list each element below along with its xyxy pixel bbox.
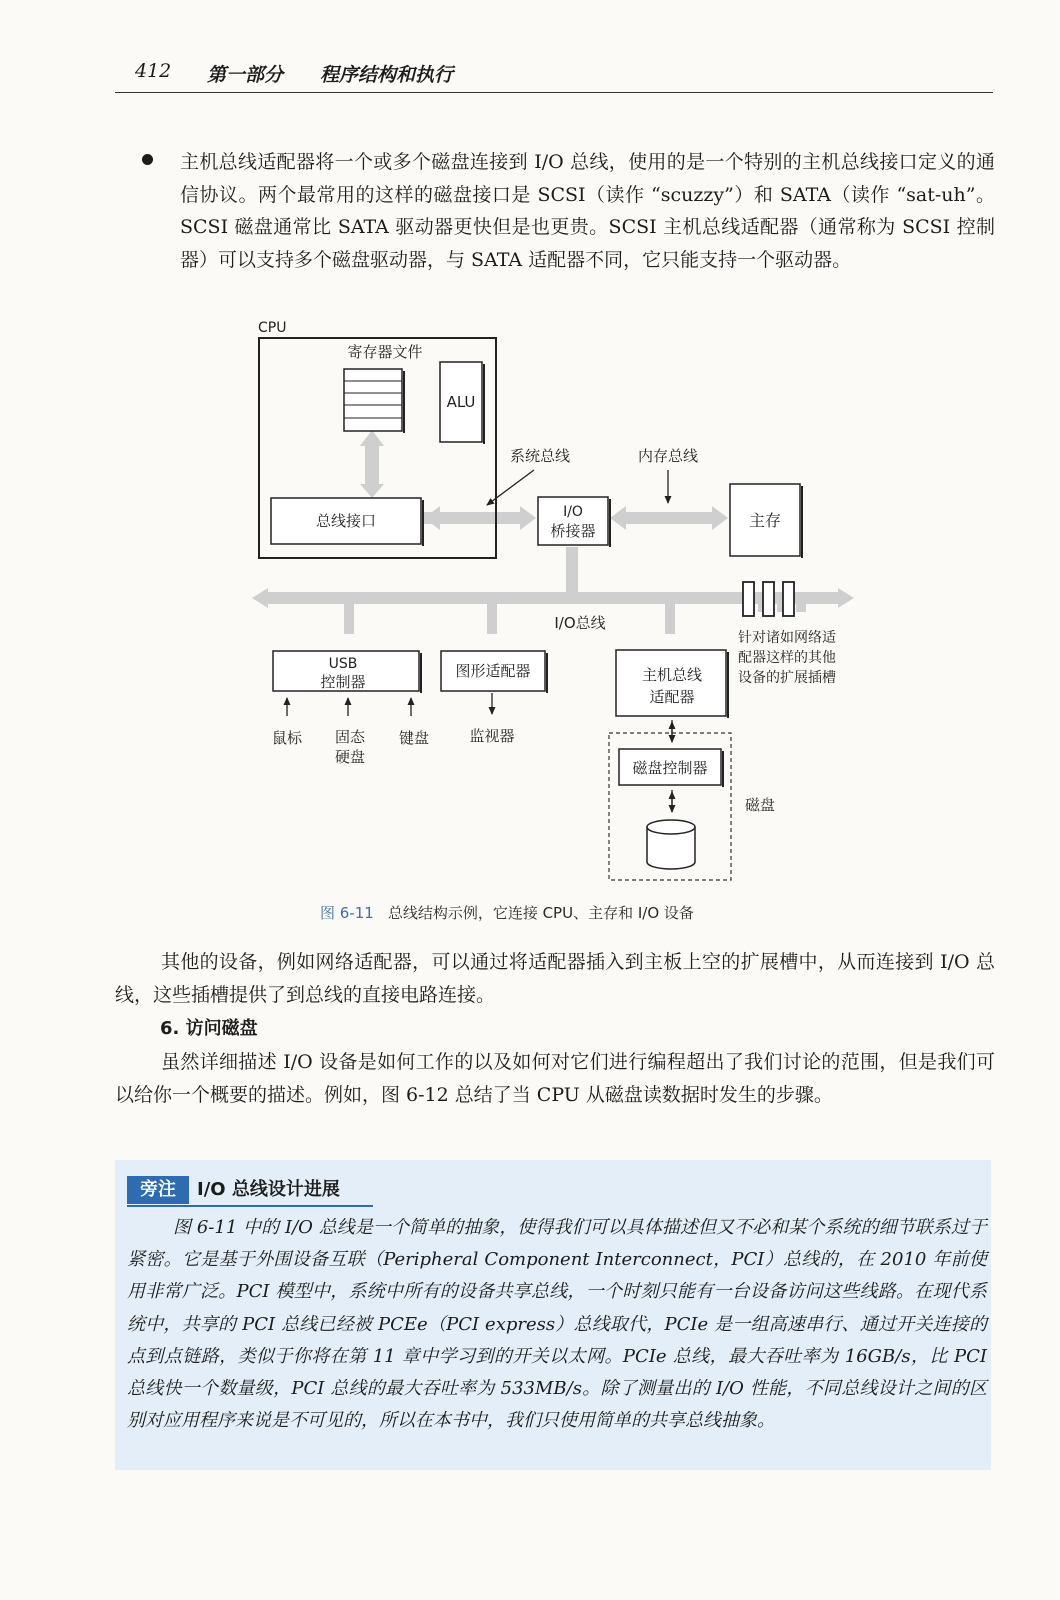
part-label: 第一部分 (207, 64, 284, 86)
ssd-label-1: 固态 (334, 728, 366, 746)
system-bus-pointer (487, 470, 534, 505)
monitor-label: 监视器 (469, 727, 515, 745)
regfile-to-interface-bus (365, 440, 379, 490)
usb-label-1: USB (328, 656, 358, 672)
host-adapter-label-1: 主机总线 (641, 666, 703, 684)
usb-label-2: 控制器 (320, 673, 366, 691)
aside-body: 图 6-11 中的 I/O 总线是一个简单的抽象，使得我们可以具体描述但又不必和某个系统的细节联系过于紧密。它是基于外围设备互联（Peripheral Component Interconnect，PCI）总线的，在 2010 年前使用非常广泛。PCI 模型中，系统中所有的设备共享总线，一个时刻只能有一台设备访问这些线路。在现代系统中，共享的 PCI 总线已经被 PCEe（PCI express）总线取代，PCIe 是一组高速串行、通过开关连接的点到点链路，类似于你将在第 11 章中学习到的开关以太网。PCIe 总线，最大吞吐率为 16GB/s，比 PCI 总线快一个数量级，PCI 总线的最大吞吐率为 533MB/s。除了测量出的 I/O 性能，不同总线设计之间的区别对应用程序来说是不可见的，所以在本书中，我们只使用简单的共享总线抽象。 (127, 1217, 987, 1432)
expansion-note-3: 设备的扩展插槽 (738, 670, 836, 686)
disk-label: 磁盘 (745, 796, 776, 814)
keyboard-label: 键盘 (398, 729, 430, 747)
paragraph-access-disk: 虽然详细描述 I/O 设备是如何工作的以及如何对它们进行编程超出了我们讨论的范围，但是我们可以给你一个概要的描述。例如，图 6-12 总结了当 CPU 从磁盘读数据时发生的步骤。 (115, 1051, 995, 1106)
graphics-adapter-label: 图形适配器 (455, 662, 531, 680)
aside-title-rule (127, 1205, 373, 1207)
disk-controller-label: 磁盘控制器 (632, 759, 708, 777)
memory-bus-label: 内存总线 (637, 447, 699, 465)
bridge-to-io-bus (566, 547, 578, 592)
main-memory-label: 主存 (748, 511, 782, 530)
figure-caption-text: 总线结构示例，它连接 CPU、主存和 I/O 设备 (387, 904, 694, 922)
figure-caption (320, 902, 920, 923)
chapter-title: 程序结构和执行 (320, 64, 454, 86)
bullet-text: 主机总线适配器将一个或多个磁盘连接到 I/O 总线，使用的是一个特别的主机总线接口定义的通信协议。两个最常用的这样的磁盘接口是 SCSI（读作 “scuzzy”）和 SATA（读作 “sat-uh”。SCSI 磁盘通常比 SATA 驱动器更快但是也更贵。SCSI 主机总线适配器（通常称为 SCSI 控制器）可以支持多个磁盘驱动器，与 SATA 适配器不同，它只能支持一个驱动器。 (180, 151, 995, 271)
cpu-label: CPU (258, 320, 287, 336)
io-bridge-label-2: 桥接器 (550, 522, 596, 540)
paragraph-expansion-slots: 其他的设备，例如网络适配器，可以通过将适配器插入到主板上空的扩展槽中，从而连接到 I/O 总线，这些插槽提供了到总线的直接电路连接。 (115, 951, 995, 1006)
system-bus-label: 系统总线 (509, 447, 571, 465)
memory-bus-bar (624, 512, 716, 524)
mouse-label: 鼠标 (271, 729, 303, 747)
figure-number: 图 6-11 (320, 904, 374, 922)
subsection-heading: 6. 访问磁盘 (160, 1018, 258, 1039)
ssd-label-2: 硬盘 (334, 748, 366, 766)
io-bus-label: I/O总线 (554, 614, 606, 632)
expansion-note-2: 配器这样的其他 (738, 650, 836, 666)
aside-title: I/O 总线设计进展 (197, 1179, 340, 1200)
disk-cylinder-icon (647, 820, 695, 869)
register-file (344, 369, 404, 433)
aside-tag: 旁注 (127, 1176, 189, 1204)
page-number: 412 (135, 60, 172, 82)
bus-interface-label: 总线接口 (315, 512, 377, 530)
alu-label: ALU (446, 393, 476, 411)
expansion-slots (743, 582, 794, 616)
expansion-note-1: 针对诸如网络适 (738, 630, 836, 646)
register-file-label: 寄存器文件 (347, 343, 423, 361)
host-adapter-label-2: 适配器 (649, 688, 695, 706)
aside-box (115, 1160, 991, 1470)
io-bridge-label-1: I/O (563, 504, 583, 520)
